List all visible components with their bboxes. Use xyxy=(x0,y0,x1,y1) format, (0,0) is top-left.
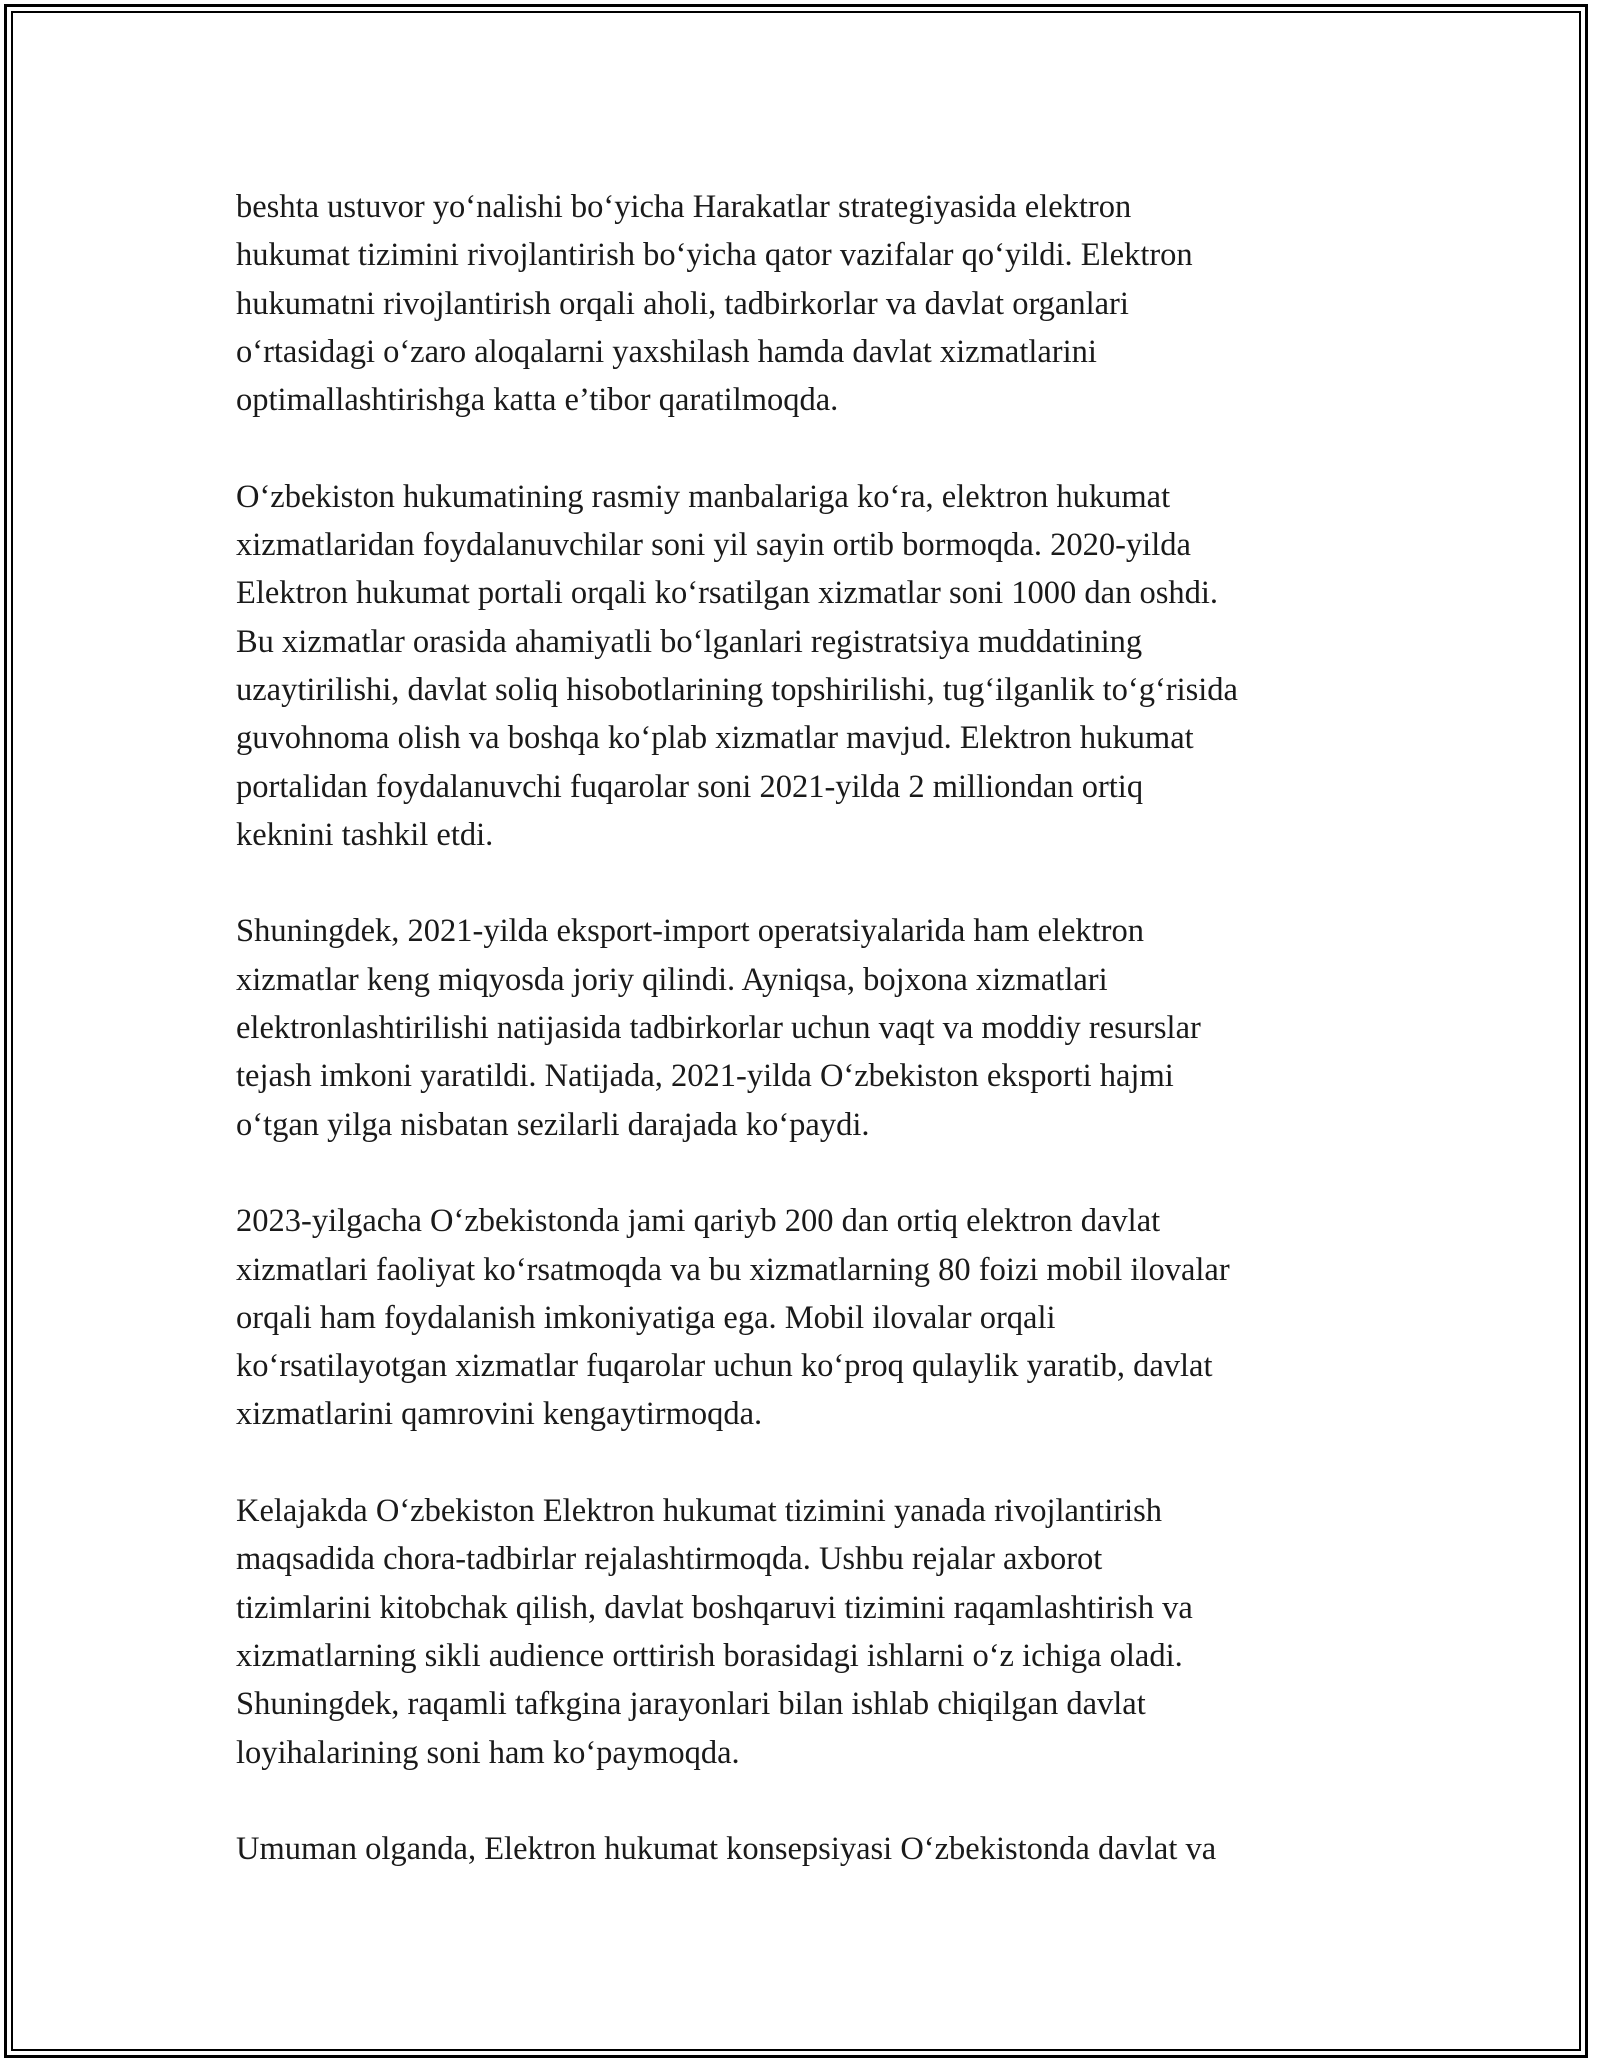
text-line: ko‘rsatilayotgan xizmatlar fuqarolar uchun ko‘proq qulaylik yaratib, davlat xyxy=(236,1348,1213,1385)
paragraph-4 xyxy=(236,1197,1386,1438)
paragraph-2 xyxy=(236,473,1386,859)
text-line: tejash imkoni yaratildi. Natijada, 2021-yilda O‘zbekiston eksporti hajmi xyxy=(236,1058,1174,1095)
paragraph-1 xyxy=(236,183,1386,424)
text-line: optimallashtirishga katta e’tibor qaratilmoqda. xyxy=(236,382,839,419)
text-line: portalidan foydalanuvchi fuqarolar soni 2021-yilda 2 milliondan ortiq xyxy=(236,768,1144,805)
text-line: hukumatni rivojlantirish orqali aholi, tadbirkorlar va davlat organlari xyxy=(236,285,1129,322)
text-line: guvohnoma olish va boshqa ko‘plab xizmatlar mavjud. Elektron hukumat xyxy=(236,720,1194,757)
text-line: Elektron hukumat portali orqali ko‘rsatilgan xizmatlar soni 1000 dan oshdi. xyxy=(236,575,1219,612)
text-line: Kelajakda O‘zbekiston Elektron hukumat tizimini yanada rivojlantirish xyxy=(236,1493,1162,1530)
text-line: o‘tgan yilga nisbatan sezilarli darajada ko‘paydi. xyxy=(236,1106,870,1143)
paragraph-6 xyxy=(236,1825,1386,1873)
text-line: Shuningdek, raqamli tafkgina jarayonlari bilan ishlab chiqilgan davlat xyxy=(236,1686,1146,1723)
text-line: O‘zbekiston hukumatining rasmiy manbalariga ko‘ra, elektron hukumat xyxy=(236,478,1171,515)
text-line: hukumat tizimini rivojlantirish bo‘yicha qator vazifalar qo‘yildi. Elektron xyxy=(236,237,1193,274)
text-line: xizmatlar keng miqyosda joriy qilindi. Ayniqsa, bojxona xizmatlari xyxy=(236,961,1108,998)
text-line: keknini tashkil etdi. xyxy=(236,816,494,853)
text-line: xizmatlarini qamrovini kengaytirmoqda. xyxy=(236,1396,763,1433)
text-line: loyihalarining soni ham ko‘paymoqda. xyxy=(236,1734,740,1771)
text-line: maqsadida chora-tadbirlar rejalashtirmoqda. Ushbu rejalar axborot xyxy=(236,1541,1103,1578)
text-line: 2023-yilgacha O‘zbekistonda jami qariyb 200 dan ortiq elektron davlat xyxy=(236,1203,1161,1240)
document-body xyxy=(236,183,1386,1922)
text-line: elektronlashtirilishi natijasida tadbirkorlar uchun vaqt va moddiy resurslar xyxy=(236,1010,1201,1047)
text-line: orqali ham foydalanish imkoniyatiga ega. Mobil ilovalar orqali xyxy=(236,1299,1056,1336)
text-line: Umuman olganda, Elektron hukumat konsepsiyasi O‘zbekistonda davlat va xyxy=(236,1831,1217,1868)
text-line: Shuningdek, 2021-yilda eksport-import operatsiyalarida ham elektron xyxy=(236,913,1144,950)
text-line: xizmatlarning sikli audience orttirish borasidagi ishlarni o‘z ichiga oladi. xyxy=(236,1637,1183,1674)
text-line: tizimlarini kitobchak qilish, davlat boshqaruvi tizimini raqamlashtirish va xyxy=(236,1589,1193,1626)
paragraph-3 xyxy=(236,907,1386,1148)
text-line: o‘rtasidagi o‘zaro aloqalarni yaxshilash hamda davlat xizmatlarini xyxy=(236,333,1097,370)
paragraph-5 xyxy=(236,1487,1386,1777)
text-line: uzaytirilishi, davlat soliq hisobotlarining topshirilishi, tug‘ilganlik to‘g‘risida xyxy=(236,671,1238,708)
text-line: beshta ustuvor yo‘nalishi bo‘yicha Harakatlar strategiyasida elektron xyxy=(236,189,1132,225)
text-line: xizmatlaridan foydalanuvchilar soni yil sayin ortib bormoqda. 2020-yilda xyxy=(236,527,1191,564)
text-line: Bu xizmatlar orasida ahamiyatli bo‘lganlari registratsiya muddatining xyxy=(236,623,1143,660)
text-line: xizmatlari faoliyat ko‘rsatmoqda va bu xizmatlarning 80 foizi mobil ilovalar xyxy=(236,1251,1230,1288)
